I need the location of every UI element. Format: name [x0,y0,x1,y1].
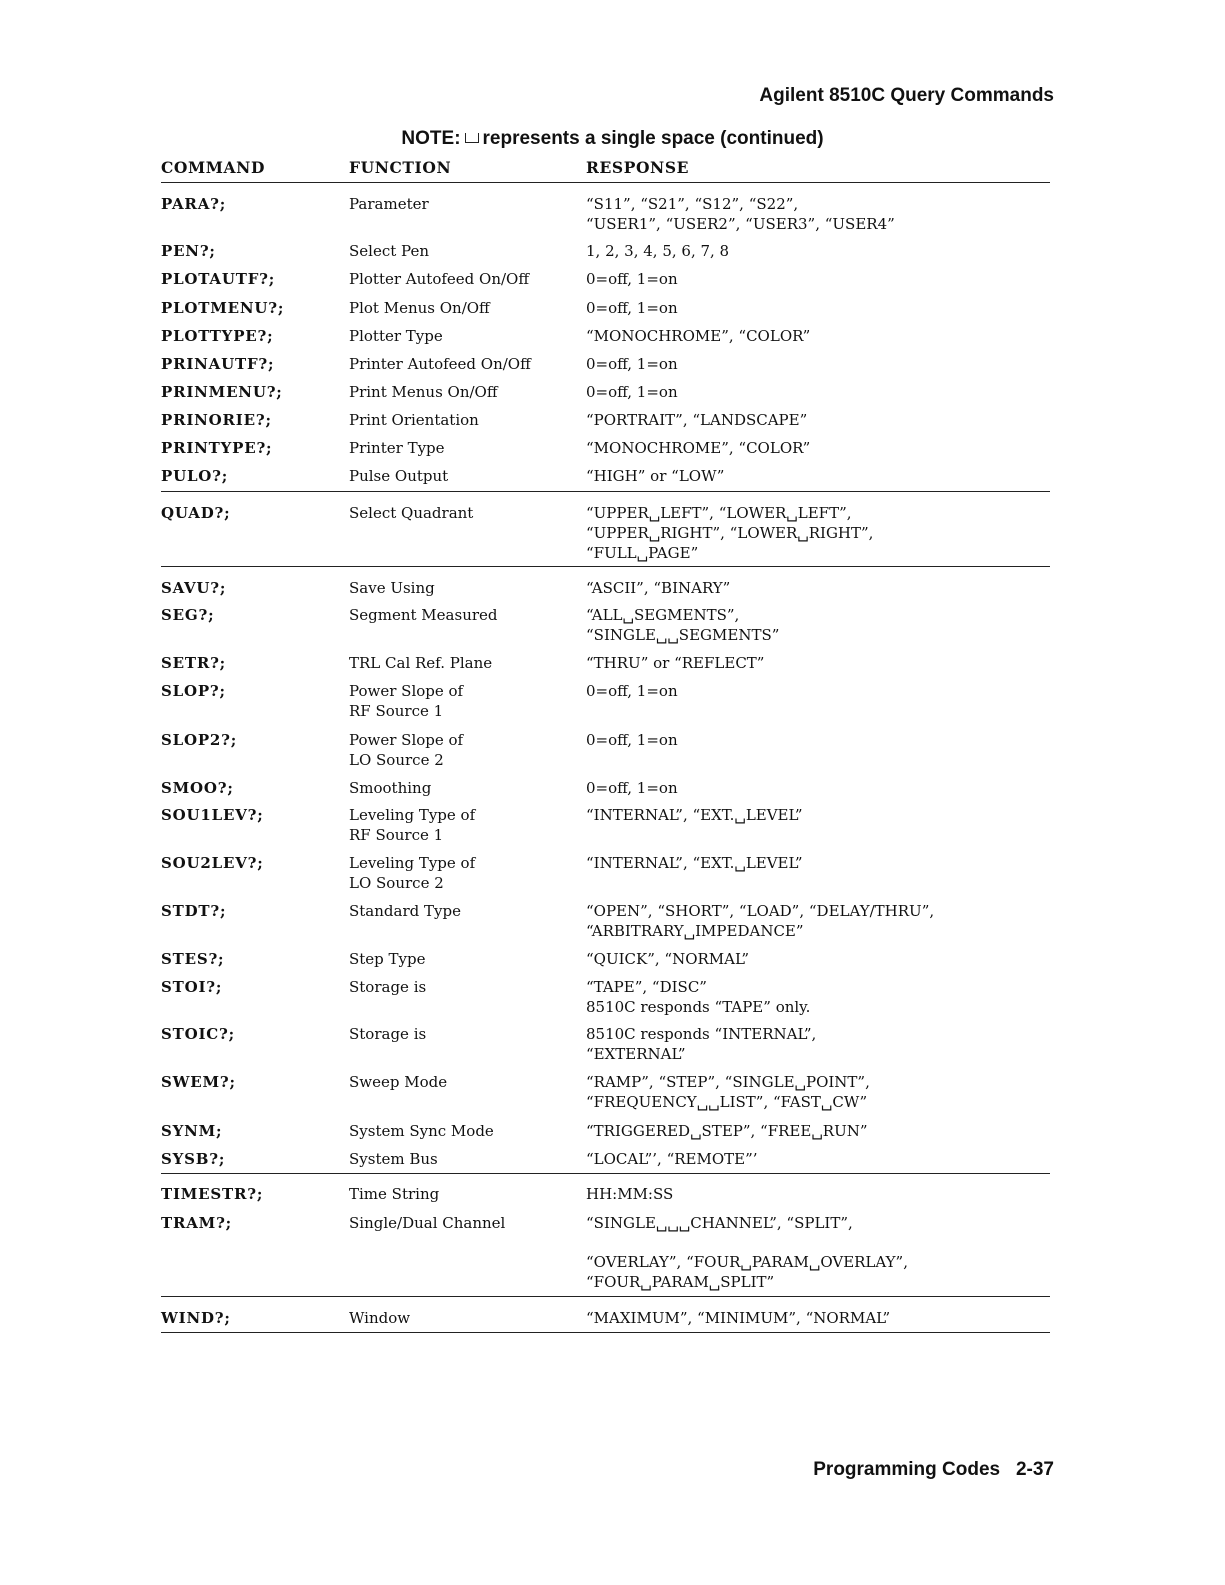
command-name: SAVU?; [161,579,227,597]
function-text: Smoothing [349,779,432,797]
command-name: PARA?; [161,195,227,213]
function-text: Save Using [349,579,435,597]
column-header-command: COMMAND [161,158,265,177]
response-text: “INTERNAL”, “EXT.␣LEVEL” [586,806,803,824]
command-name: WIND?; [161,1309,231,1327]
function-text: Select Quadrant [349,504,474,522]
command-name: SLOP?; [161,682,226,700]
response-text: “TRIGGERED␣STEP”, “FREE␣RUN” [586,1122,868,1140]
header-rule [161,182,1050,183]
space-symbol-icon [465,133,479,143]
response-text: 0=off, 1=on [586,270,678,288]
response-text: “ASCII”, “BINARY” [586,579,731,597]
command-name: STES?; [161,950,225,968]
response-text: “SINGLE␣␣SEGMENTS” [586,626,780,644]
command-name: PRINMENU?; [161,383,283,401]
space-note [0,128,1225,150]
function-text: Segment Measured [349,606,498,624]
response-text: “EXTERNAL” [586,1045,686,1063]
function-text: Single/Dual Channel [349,1214,506,1232]
function-text: Sweep Mode [349,1073,448,1091]
command-name: SOU2LEV?; [161,854,264,872]
command-name: PULO?; [161,467,229,485]
response-text: 0=off, 1=on [586,383,678,401]
section-rule [161,566,1050,567]
response-text: “SINGLE␣␣␣CHANNEL”, “SPLIT”, [586,1214,853,1232]
command-name: STOI?; [161,978,223,996]
response-text: 8510C responds “TAPE” only. [586,998,811,1016]
function-text: Parameter [349,195,429,213]
function-text: Plotter Autofeed On/Off [349,270,529,288]
response-text: 0=off, 1=on [586,682,678,700]
command-name: QUAD?; [161,504,231,522]
command-name: SEG?; [161,606,215,624]
function-text: Select Pen [349,242,429,260]
response-text: “MAXIMUM”, “MINIMUM”, “NORMAL” [586,1309,891,1327]
function-text: Printer Type [349,439,445,457]
function-text: Power Slope of [349,731,464,749]
response-text: “FULL␣PAGE” [586,544,699,562]
response-text: “MONOCHROME”, “COLOR” [586,327,811,345]
response-text: “LOCAL”’, “REMOTE”’ [586,1150,758,1168]
page-header-title: Agilent 8510C Query Commands [759,85,1054,106]
response-text: “INTERNAL”, “EXT.␣LEVEL” [586,854,803,872]
response-text: “UPPER␣RIGHT”, “LOWER␣RIGHT”, [586,524,874,542]
command-name: SETR?; [161,654,227,672]
response-text: 8510C responds “INTERNAL”, [586,1025,817,1043]
note-text: represents a single space (continued) [482,128,824,149]
command-name: SWEM?; [161,1073,236,1091]
section-rule [161,491,1050,492]
command-name: TIMESTR?; [161,1185,264,1203]
page-footer [813,1459,1054,1481]
function-text: Standard Type [349,902,461,920]
function-text: Print Orientation [349,411,479,429]
function-text: LO Source 2 [349,751,444,769]
page-number: 2-37 [1015,1459,1054,1480]
function-text: Plot Menus On/Off [349,299,490,317]
function-text: Step Type [349,950,426,968]
section-rule [161,1173,1050,1174]
function-text: Plotter Type [349,327,443,345]
response-text: “OPEN”, “SHORT”, “LOAD”, “DELAY/THRU”, [586,902,935,920]
response-text: “THRU” or “REFLECT” [586,654,765,672]
command-name: TRAM?; [161,1214,232,1232]
footer-section: Programming Codes [813,1459,1001,1480]
response-text: “FREQUENCY␣␣LIST”, “FAST␣CW” [586,1093,868,1111]
function-text: Storage is [349,1025,427,1043]
command-name: PRINORIE?; [161,411,272,429]
response-text: 0=off, 1=on [586,731,678,749]
response-text: “ALL␣SEGMENTS”, [586,606,740,624]
response-text: “ARBITRARY␣IMPEDANCE” [586,922,804,940]
command-name: PLOTMENU?; [161,299,285,317]
command-name: PLOTAUTF?; [161,270,276,288]
function-text: System Bus [349,1150,438,1168]
response-text: “S11”, “S21”, “S12”, “S22”, [586,195,799,213]
note-label: NOTE: [401,128,461,149]
function-text: Printer Autofeed On/Off [349,355,531,373]
response-text: 0=off, 1=on [586,355,678,373]
response-text: “TAPE”, “DISC” [586,978,707,996]
response-text: “UPPER␣LEFT”, “LOWER␣LEFT”, [586,504,852,522]
response-text: “OVERLAY”, “FOUR␣PARAM␣OVERLAY”, [586,1253,908,1271]
response-text: “USER1”, “USER2”, “USER3”, “USER4” [586,215,895,233]
response-text: HH:MM:SS [586,1185,674,1203]
function-text: Pulse Output [349,467,449,485]
response-text: “RAMP”, “STEP”, “SINGLE␣POINT”, [586,1073,870,1091]
function-text: Storage is [349,978,427,996]
column-header-response: RESPONSE [586,158,690,177]
function-text: Window [349,1309,411,1327]
function-text: System Sync Mode [349,1122,494,1140]
function-text: Power Slope of [349,682,464,700]
response-text: 0=off, 1=on [586,299,678,317]
command-name: SYSB?; [161,1150,226,1168]
command-name: PEN?; [161,242,216,260]
response-text: “FOUR␣PARAM␣SPLIT” [586,1273,775,1291]
function-text: TRL Cal Ref. Plane [349,654,493,672]
response-text: “QUICK”, “NORMAL” [586,950,750,968]
command-name: PLOTTYPE?; [161,327,274,345]
response-text: 1, 2, 3, 4, 5, 6, 7, 8 [586,242,730,260]
function-text: Print Menus On/Off [349,383,498,401]
command-name: STOIC?; [161,1025,235,1043]
command-name: PRINAUTF?; [161,355,275,373]
column-header-function: FUNCTION [349,158,452,177]
command-name: STDT?; [161,902,227,920]
function-text: RF Source 1 [349,702,444,720]
command-name: SYNM; [161,1122,223,1140]
response-text: “MONOCHROME”, “COLOR” [586,439,811,457]
section-rule [161,1296,1050,1297]
command-name: SMOO?; [161,779,234,797]
response-text: “HIGH” or “LOW” [586,467,725,485]
bottom-rule [161,1332,1050,1333]
command-name: SOU1LEV?; [161,806,264,824]
command-name: PRINTYPE?; [161,439,273,457]
response-text: “PORTRAIT”, “LANDSCAPE” [586,411,808,429]
function-text: RF Source 1 [349,826,444,844]
response-text: 0=off, 1=on [586,779,678,797]
function-text: Time String [349,1185,440,1203]
function-text: Leveling Type of [349,854,476,872]
function-text: LO Source 2 [349,874,444,892]
function-text: Leveling Type of [349,806,476,824]
command-name: SLOP2?; [161,731,238,749]
